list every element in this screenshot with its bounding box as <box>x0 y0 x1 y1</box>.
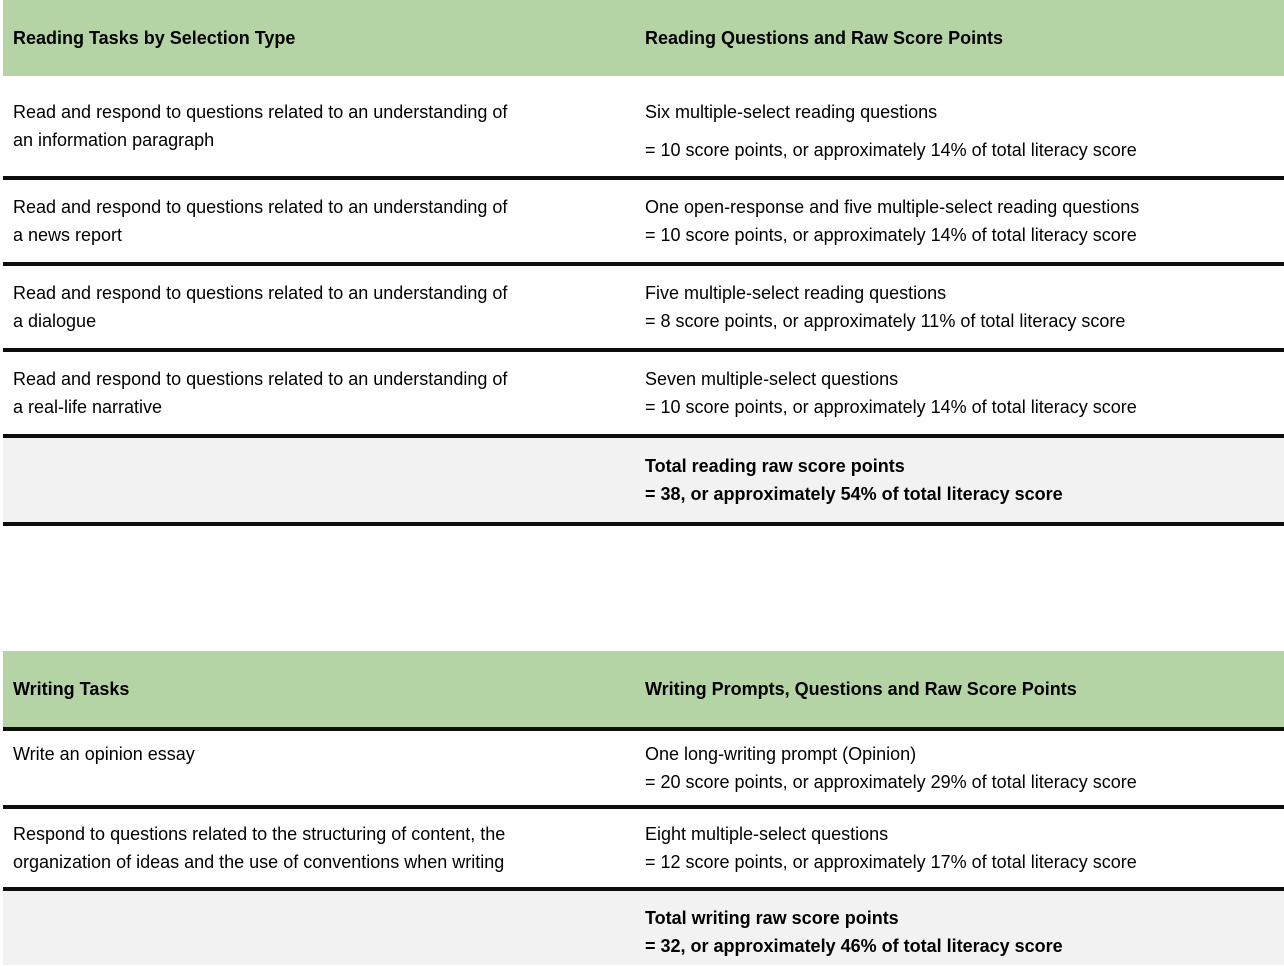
table-gap <box>3 526 1284 651</box>
question-text: One open-response and five multiple-select reading questions <box>645 197 1140 217</box>
writing-task-cell <box>3 807 642 889</box>
writing-header-row <box>3 651 1284 729</box>
question-text: Seven multiple-select questions <box>645 369 899 389</box>
reading-score-cell <box>642 76 1284 178</box>
reading-score-cell <box>642 350 1284 436</box>
table-row <box>3 76 1284 178</box>
reading-task-cell <box>3 76 642 178</box>
score-text: = 12 score points, or approximately 17% of total literacy score <box>645 852 1137 872</box>
score-text: = 20 score points, or approximately 29% of total literacy score <box>645 772 1137 792</box>
reading-header-row <box>3 0 1284 76</box>
table-row <box>3 807 1284 889</box>
question-text: Five multiple-select reading questions <box>645 283 947 303</box>
question-text: Six multiple-select reading questions <box>645 102 938 122</box>
writing-total-cell <box>642 889 1284 965</box>
reading-header-tasks: Reading Tasks by Selection Type <box>3 0 642 76</box>
writing-header-scores: Writing Prompts, Questions and Raw Score Points <box>642 651 1284 729</box>
writing-header-tasks: Writing Tasks <box>3 651 642 729</box>
reading-task-cell <box>3 264 642 350</box>
writing-total-empty-cell <box>3 889 642 965</box>
reading-task-cell <box>3 350 642 436</box>
total-value: = 32, or approximately 46% of total literacy score <box>645 936 1063 956</box>
task-text-line: organization of ideas and the use of conventions when writing <box>13 852 505 872</box>
table-row <box>3 264 1284 350</box>
reading-total-empty-cell <box>3 436 642 524</box>
score-text: = 10 score points, or approximately 14% of total literacy score <box>645 225 1137 245</box>
total-label: Total writing raw score points <box>645 908 899 928</box>
task-text-line: Write an opinion essay <box>13 744 195 764</box>
table-row <box>3 729 1284 807</box>
task-text-line: Read and respond to questions related to an understanding of <box>13 283 508 303</box>
task-text-line: Read and respond to questions related to an understanding of <box>13 197 508 217</box>
task-text-line: a news report <box>13 225 123 245</box>
reading-header-scores: Reading Questions and Raw Score Points <box>642 0 1284 76</box>
writing-score-cell <box>642 729 1284 807</box>
table-row <box>3 178 1284 264</box>
task-text-line: a real-life narrative <box>13 397 163 417</box>
task-text-line: Respond to questions related to the structuring of content, the <box>13 824 506 844</box>
task-text-line: a dialogue <box>13 311 97 331</box>
reading-score-cell <box>642 264 1284 350</box>
total-label: Total reading raw score points <box>645 456 905 476</box>
question-text: Eight multiple-select questions <box>645 824 889 844</box>
score-text: = 8 score points, or approximately 11% of total literacy score <box>645 311 1126 331</box>
reading-total-row <box>3 436 1284 524</box>
document-page <box>3 0 1284 965</box>
reading-task-cell <box>3 178 642 264</box>
task-text-line: an information paragraph <box>13 130 215 150</box>
writing-total-row <box>3 889 1284 965</box>
score-text: = 10 score points, or approximately 14% of total literacy score <box>645 397 1137 417</box>
score-text: = 10 score points, or approximately 14% of total literacy score <box>645 140 1137 160</box>
writing-score-cell <box>642 807 1284 889</box>
reading-total-cell <box>642 436 1284 524</box>
reading-score-cell <box>642 178 1284 264</box>
task-text-line: Read and respond to questions related to an understanding of <box>13 102 508 122</box>
question-text: One long-writing prompt (Opinion) <box>645 744 917 764</box>
table-row <box>3 350 1284 436</box>
writing-task-cell <box>3 729 642 807</box>
task-text-line: Read and respond to questions related to an understanding of <box>13 369 508 389</box>
total-value: = 38, or approximately 54% of total literacy score <box>645 484 1063 504</box>
writing-table <box>3 651 1284 965</box>
reading-table <box>3 0 1284 526</box>
